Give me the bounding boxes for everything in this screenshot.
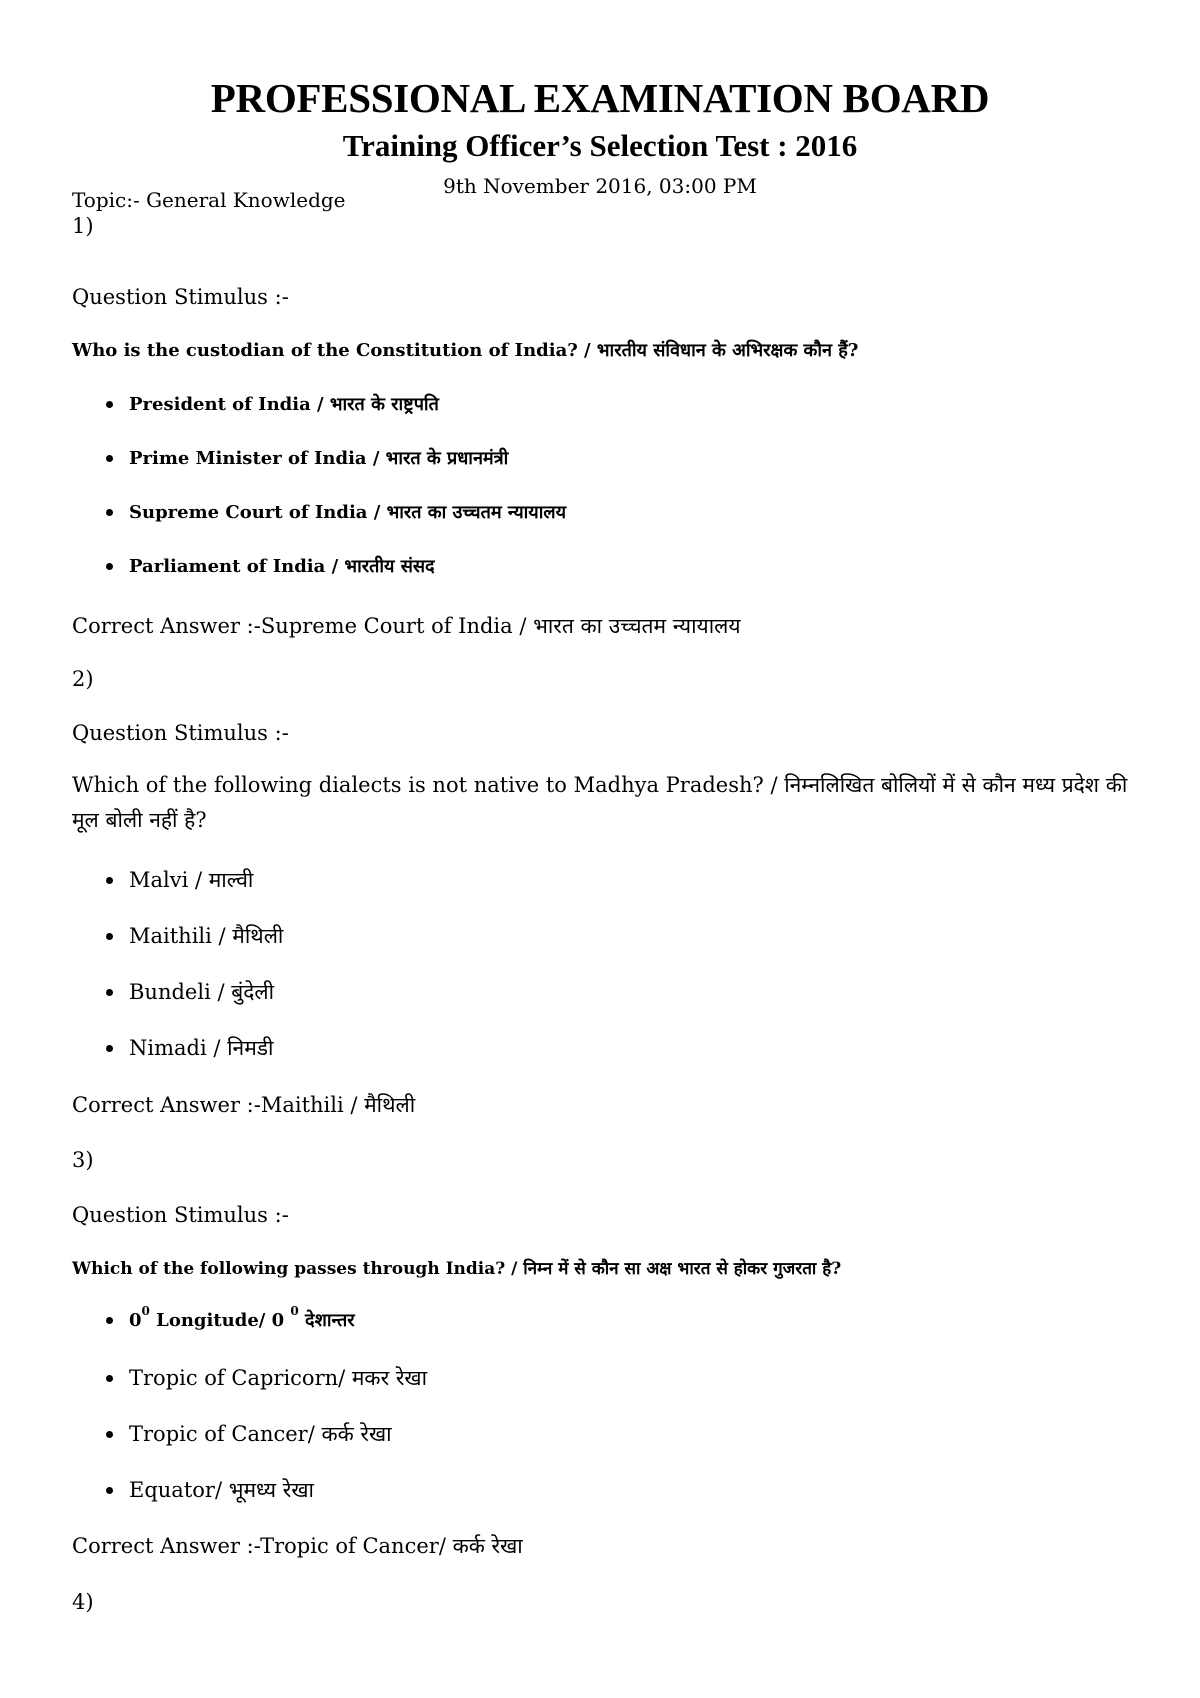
option-text: Malvi / माल्वी — [129, 868, 254, 892]
option-text: Supreme Court of India / भारत का उच्चतम न्यायालय — [129, 502, 567, 523]
option-item — [106, 1364, 427, 1392]
bullet-icon — [106, 455, 113, 462]
bullet-icon — [106, 877, 113, 884]
bullet-icon — [106, 401, 113, 408]
bullet-icon — [106, 1487, 113, 1494]
option-item — [106, 978, 274, 1006]
bullet-icon — [106, 563, 113, 570]
bullet-icon — [106, 1375, 113, 1382]
question-number: 2) — [72, 667, 94, 691]
option-text: Bundeli / बुंदेली — [129, 980, 275, 1004]
question-stimulus-label: Question Stimulus :- — [72, 721, 289, 745]
bullet-icon — [106, 1431, 113, 1438]
bullet-icon — [106, 989, 113, 996]
option-text: Nimadi / निमडी — [129, 1036, 274, 1060]
page-title: PROFESSIONAL EXAMINATION BOARD — [210, 75, 990, 121]
option-item — [106, 500, 566, 524]
bullet-icon — [106, 1045, 113, 1052]
option-item — [106, 392, 439, 416]
option-item — [106, 554, 435, 578]
correct-answer: Correct Answer :-Maithili / मैथिली — [72, 1093, 416, 1117]
option-text: Maithili / मैथिली — [129, 924, 284, 948]
option-text: Prime Minister of India / भारत के प्रधानमंत्री — [129, 448, 509, 469]
question-text: Who is the custodian of the Constitution of India? / भारतीय संविधान के अभिरक्षक कौन हैं? — [72, 340, 859, 361]
question-text: Which of the following dialects is not native to Madhya Pradesh? / निम्नलिखित बोलियों में से कौन मध्य प्रदेश की मूल बोली नहीं है? — [72, 773, 1128, 832]
option-item — [106, 866, 253, 894]
option-text: $0^0$ Longitude/ 0 $^0$ देशान्तर — [129, 1304, 355, 1331]
option-item — [106, 1476, 314, 1504]
question-stimulus-label: Question Stimulus :- — [72, 285, 289, 309]
question-stimulus-label: Question Stimulus :- — [72, 1203, 289, 1227]
option-text: Equator/ भूमध्य रेखा — [129, 1478, 314, 1502]
question-number: 1) — [72, 214, 94, 238]
topic-label: Topic:- General Knowledge — [72, 188, 346, 212]
option-text: Tropic of Capricorn/ मकर रेखा — [129, 1366, 428, 1390]
question-number: 4) — [72, 1590, 94, 1614]
exam-datetime: 9th November 2016, 03:00 PM — [443, 174, 757, 198]
option-item — [106, 922, 283, 950]
option-item — [106, 1420, 392, 1448]
question-text: Which of the following passes through India? / निम्न में से कौन सा अक्ष भारत से होकर गुजरता है? — [72, 1259, 842, 1279]
bullet-icon — [106, 1317, 113, 1324]
correct-answer: Correct Answer :-Supreme Court of India / भारत का उच्चतम न्यायालय — [72, 614, 741, 638]
option-text: Parliament of India / भारतीय संसद — [129, 556, 435, 577]
bullet-icon — [106, 509, 113, 516]
option-item — [106, 1034, 273, 1062]
option-item — [106, 1304, 355, 1332]
question-number: 3) — [72, 1148, 94, 1172]
page-subtitle: Training Officer’s Selection Test : 2016 — [342, 128, 858, 163]
correct-answer: Correct Answer :-Tropic of Cancer/ कर्क रेखा — [72, 1534, 523, 1558]
option-item — [106, 446, 508, 470]
option-text: President of India / भारत के राष्ट्रपति — [129, 394, 439, 415]
option-text: Tropic of Cancer/ कर्क रेखा — [129, 1422, 392, 1446]
bullet-icon — [106, 933, 113, 940]
